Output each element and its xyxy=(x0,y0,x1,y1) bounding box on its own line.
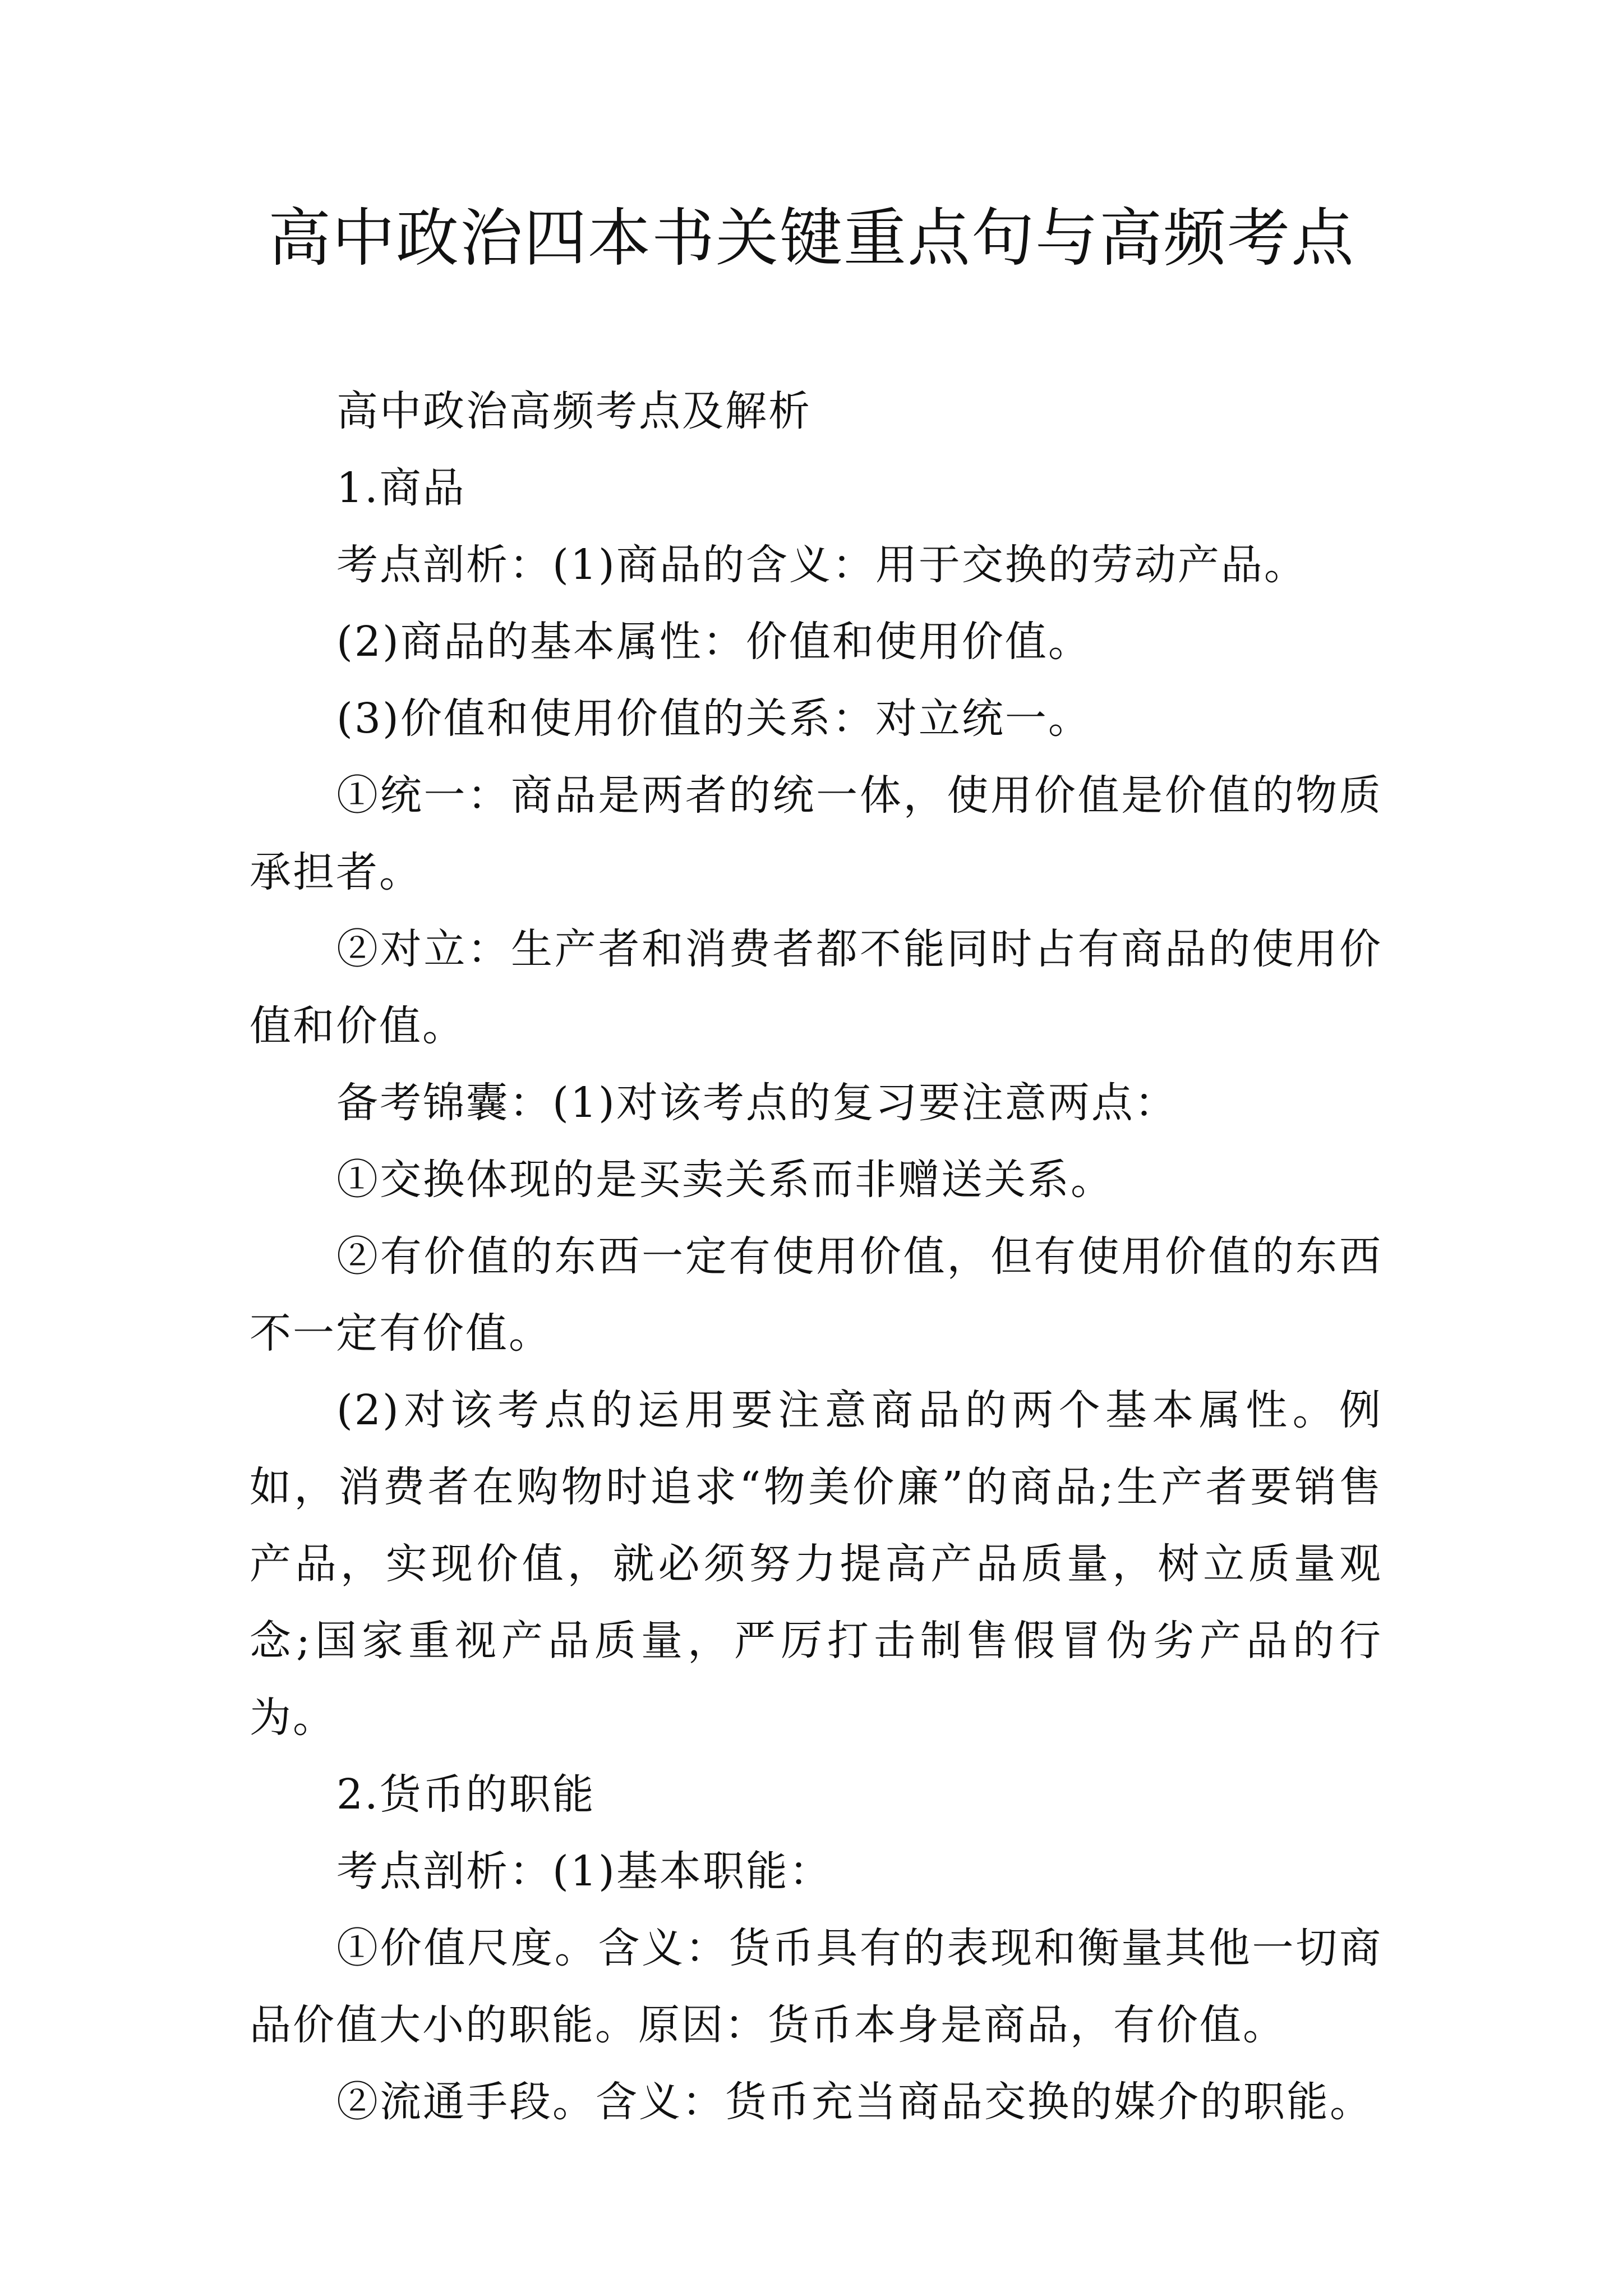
paragraph-relationship: (3)价值和使用价值的关系：对立统一。 xyxy=(336,694,1091,743)
paragraph-tip-value: ②有价值的东西一定有使用价值，但有使用价值的东西不一定有价值。 xyxy=(250,1232,1382,1358)
paragraph-analysis-2: 考点剖析：(1)基本职能： xyxy=(336,1847,832,1895)
paragraph-value-measure: ①价值尺度。含义：货币具有的表现和衡量其他一切商品价值大小的职能。原因：货币本身是商品，有价值。 xyxy=(250,1924,1382,2049)
paragraph-tips-1: 备考锦囊：(1)对该考点的复习要注意两点： xyxy=(336,1079,1178,1127)
paragraph-opposition: ②对立：生产者和消费者都不能同时占有商品的使用价值和价值。 xyxy=(250,925,1382,1050)
paragraph-unity: ①统一：商品是两者的统一体，使用价值是价值的物质承担者。 xyxy=(250,771,1382,896)
paragraph-analysis-1: 考点剖析：(1)商品的含义：用于交换的劳动产品。 xyxy=(336,541,1307,589)
document-body xyxy=(250,373,1382,2141)
paragraph-section-heading: 高中政治高频考点及解析 xyxy=(336,387,811,435)
paragraph-topic-2-heading: 2.货币的职能 xyxy=(336,1770,596,1819)
paragraph-circulation: ②流通手段。含义：货币充当商品交换的媒介的职能。 xyxy=(336,2078,1373,2126)
paragraph-tip-exchange: ①交换体现的是买卖关系而非赠送关系。 xyxy=(336,1156,1114,1204)
paragraph-topic-1-heading: 1.商品 xyxy=(336,464,466,512)
paragraph-tip-application: (2)对该考点的运用要注意商品的两个基本属性。例如，消费者在购物时追求“物美价廉”的商品;生产者要销售产品，实现价值，就必须努力提高产品质量，树立质量观念;国家重视产品质量，严厉打击制售假冒伪劣产品的行为。 xyxy=(250,1386,1382,1742)
document-title: 高中政治四本书关键重点句与高频考点 xyxy=(268,202,1355,275)
paragraph-attributes: (2)商品的基本属性：价值和使用价值。 xyxy=(336,618,1091,666)
